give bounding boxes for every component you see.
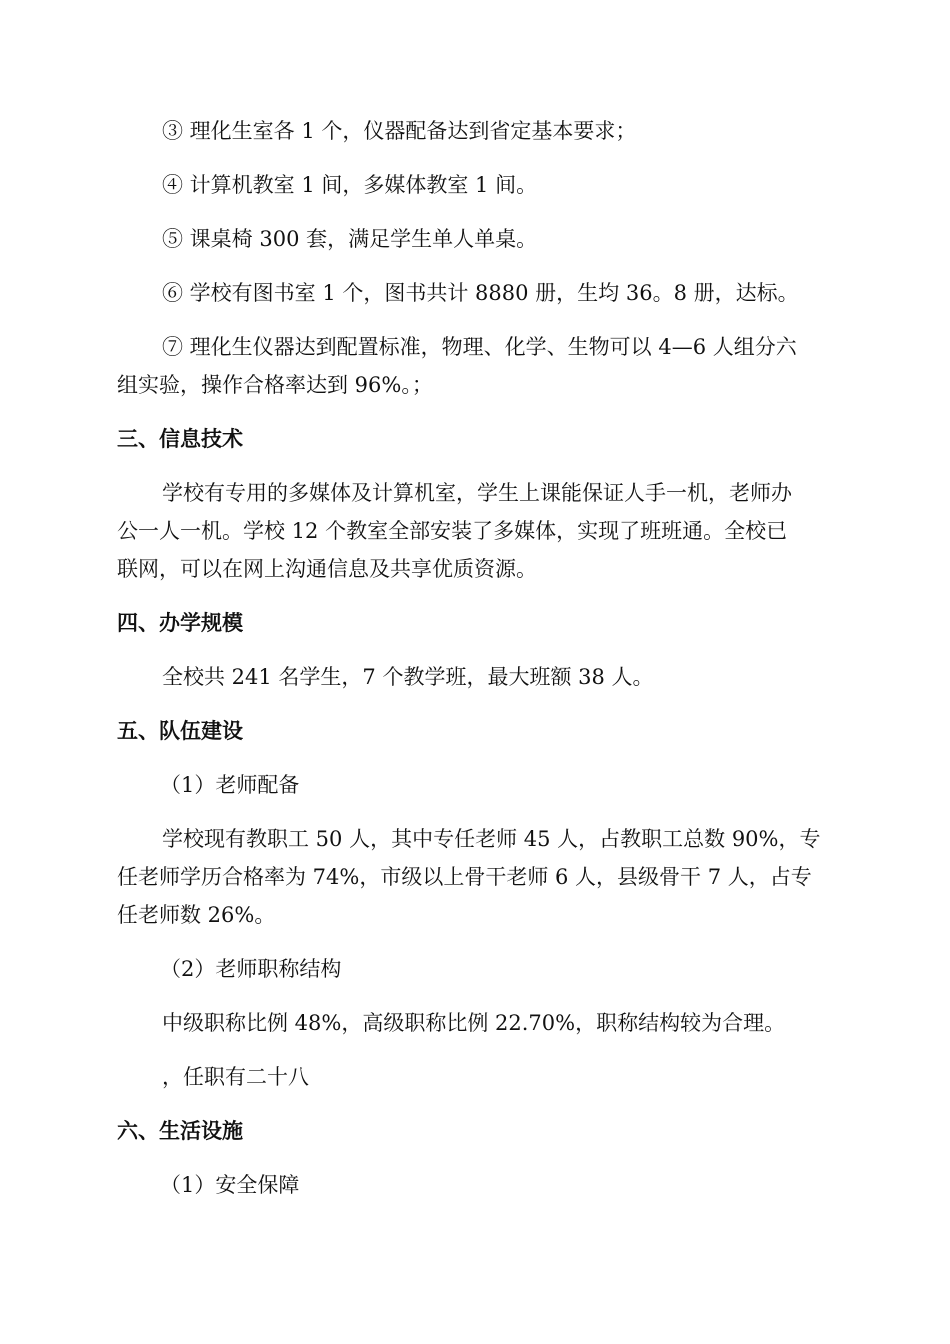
staff-subheading-allocation: （1）老师配备 <box>160 773 300 797</box>
info-tech-paragraph-line-1: 学校有专用的多媒体及计算机室，学生上课能保证人手一机，老师办 <box>162 481 792 505</box>
section-heading-info-tech: 三、信息技术 <box>117 427 243 451</box>
staff-allocation-line-3: 任老师数 26%。 <box>117 903 276 927</box>
staff-subheading-title-structure: （2）老师职称结构 <box>160 957 342 981</box>
equipment-item-4: ④ 计算机教室 1 间，多媒体教室 1 间。 <box>162 173 538 197</box>
title-structure-paragraph: 中级职称比例 48%，高级职称比例 22.70%，职称结构较为合理。 <box>162 1011 786 1035</box>
equipment-item-5: ⑤ 课桌椅 300 套，满足学生单人单桌。 <box>162 227 538 251</box>
staff-allocation-line-1: 学校现有教职工 50 人，其中专任老师 45 人，占教职工总数 90%，专 <box>162 827 821 851</box>
equipment-item-7-line-2: 组实验，操作合格率达到 96%。； <box>117 373 433 397</box>
equipment-item-3: ③ 理化生室各 1 个，仪器配备达到省定基本要求； <box>162 119 637 143</box>
living-subheading-safety: （1）安全保障 <box>160 1173 300 1197</box>
equipment-item-6: ⑥ 学校有图书室 1 个，图书共计 8880 册，生均 36。8 册，达标。 <box>162 281 799 305</box>
school-scale-paragraph: 全校共 241 名学生，7 个教学班，最大班额 38 人。 <box>162 665 654 689</box>
info-tech-paragraph-line-3: 联网，可以在网上沟通信息及共享优质资源。 <box>117 557 537 581</box>
equipment-item-7-line-1: ⑦ 理化生仪器达到配置标准，物理、化学、生物可以 4—6 人组分六 <box>162 335 797 359</box>
text-fragment: ，任职有二十八 <box>162 1065 309 1089</box>
section-heading-staff: 五、队伍建设 <box>117 719 243 743</box>
section-heading-school-scale: 四、办学规模 <box>117 611 243 635</box>
info-tech-paragraph-line-2: 公一人一机。学校 12 个教室全部安装了多媒体，实现了班班通。全校已 <box>117 519 788 543</box>
staff-allocation-line-2: 任老师学历合格率为 74%，市级以上骨干老师 6 人，县级骨干 7 人，占专 <box>117 865 812 889</box>
section-heading-living-facilities: 六、生活设施 <box>117 1119 243 1143</box>
